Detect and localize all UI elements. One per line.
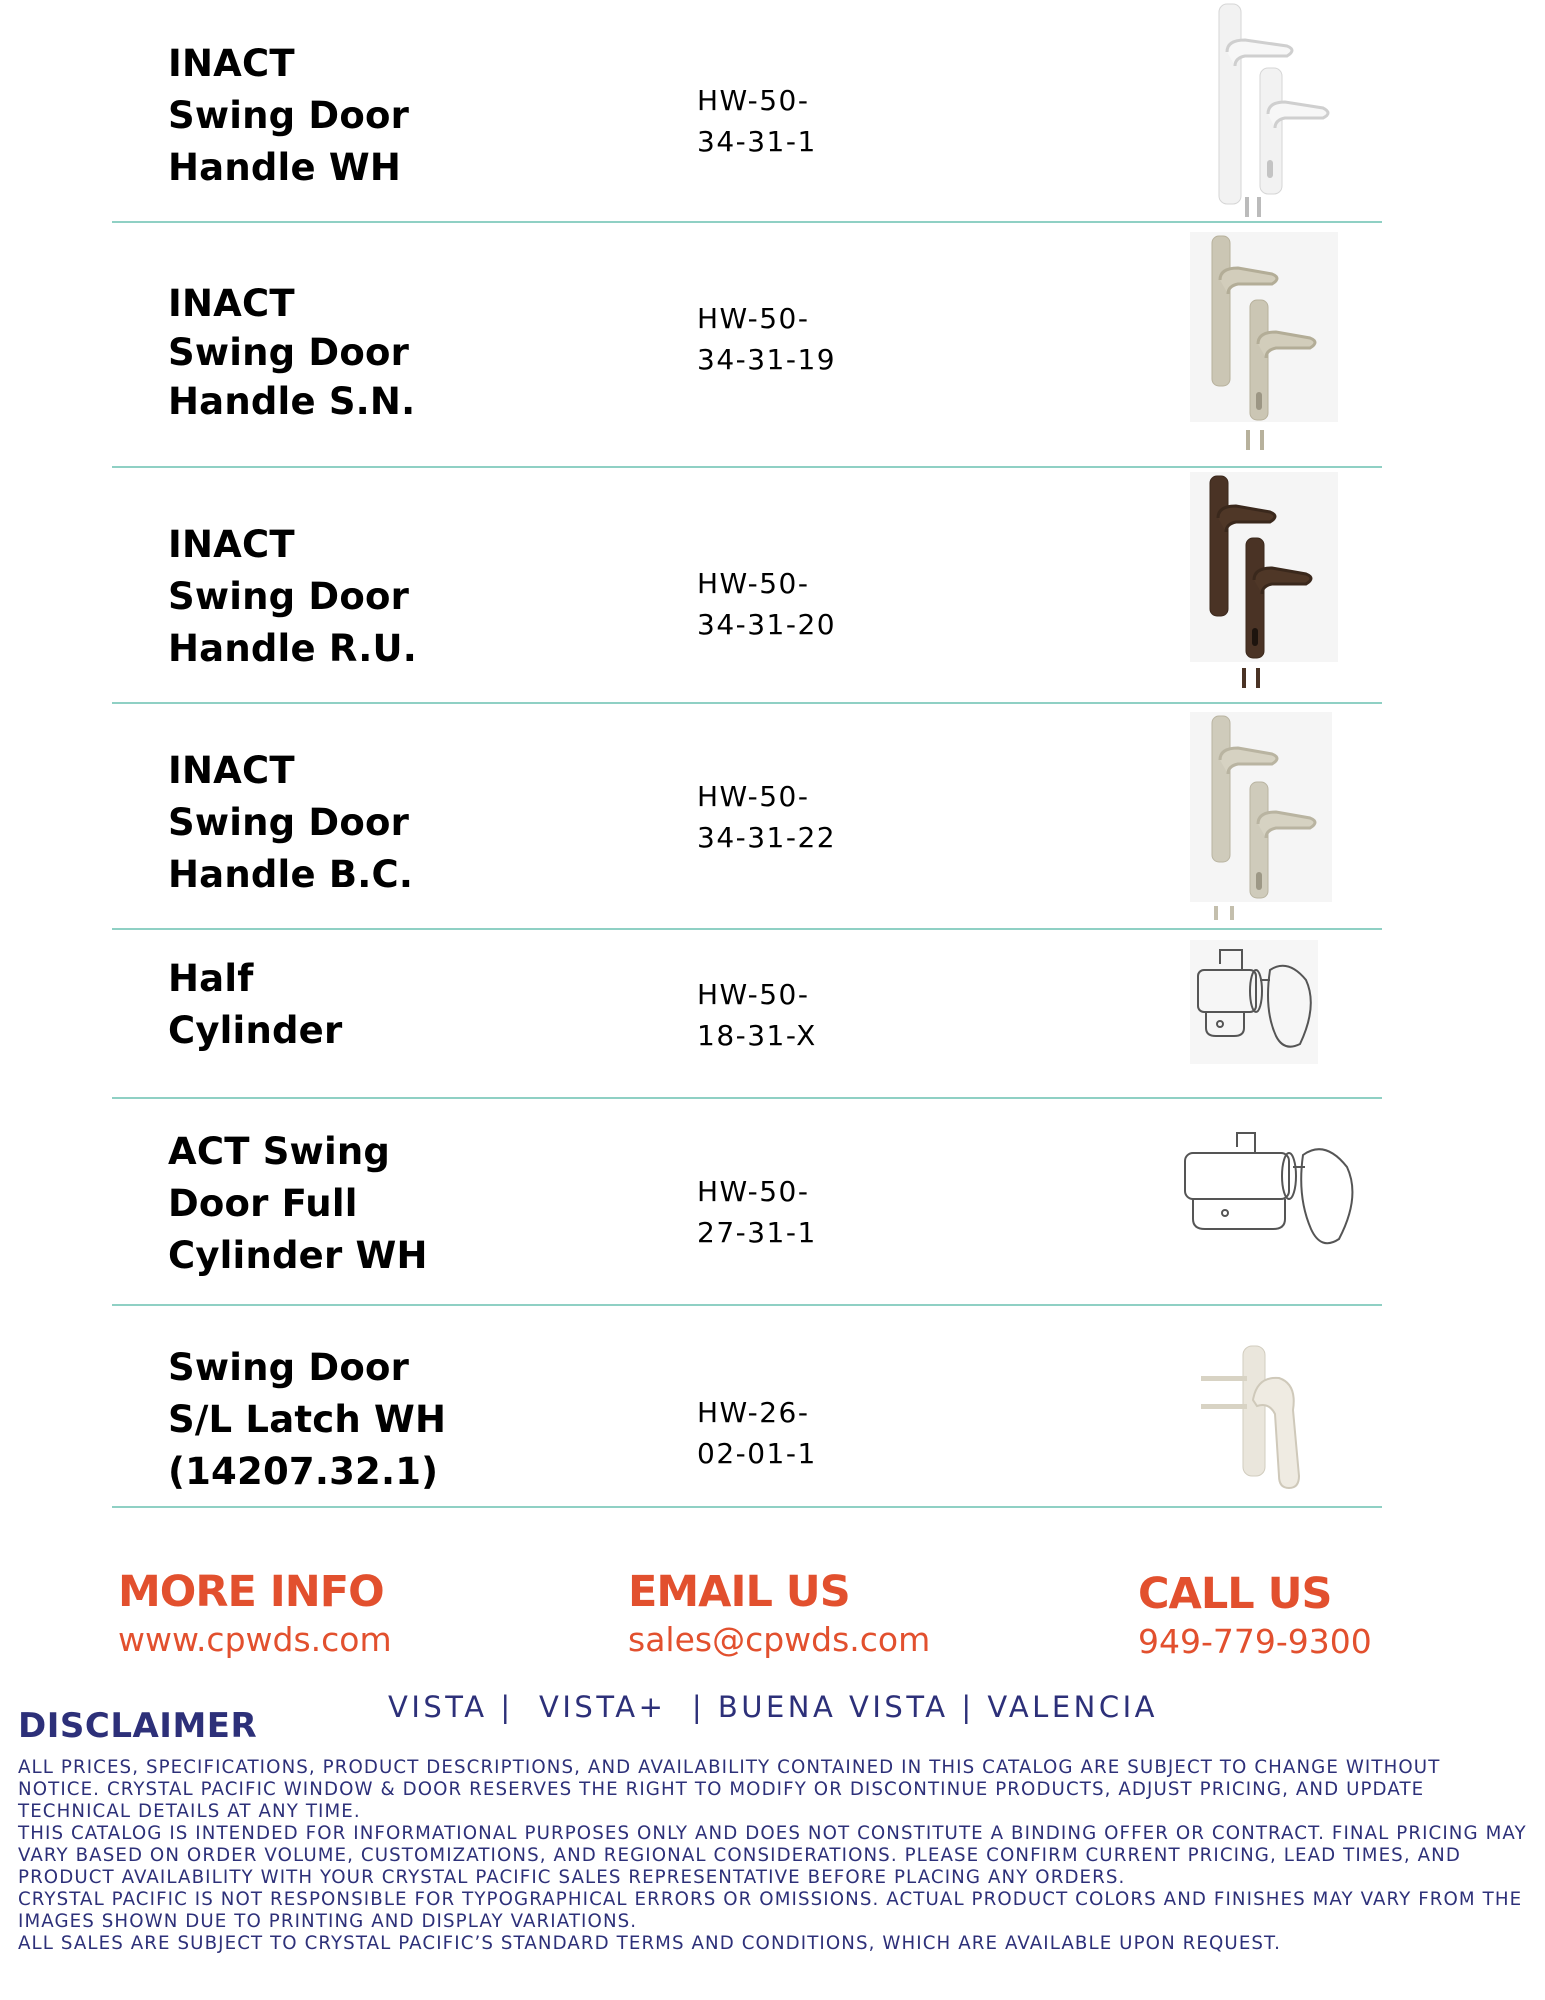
product-code: HW-50- 34-31-19 bbox=[697, 302, 837, 376]
rubbed-bronze-lever-handle-set-image bbox=[1190, 472, 1340, 694]
disclaimer-paragraph: ALL SALES ARE SUBJECT TO CRYSTAL PACIFIC’S STANDARD TERMS AND CONDITIONS, WHICH ARE AVAILABLE UPON REQUEST. bbox=[18, 1933, 1281, 1954]
product-name: INACT Swing Door Handle WH bbox=[168, 42, 410, 189]
disclaimer-paragraph: CRYSTAL PACIFIC IS NOT RESPONSIBLE FOR TYPOGRAPHICAL ERRORS OR OMISSIONS. ACTUAL PRODUCT COLORS AND FINISHES MAY VARY FROM THE IMAGES SHOWN DUE TO PRINTING AND DISPLAY VARIATIONS. bbox=[18, 1889, 1523, 1932]
product-code: HW-50- 27-31-1 bbox=[697, 1175, 817, 1249]
product-name: Swing Door S/L Latch WH (14207.32.1) bbox=[168, 1346, 447, 1493]
more-info-heading: MORE INFO bbox=[118, 1567, 384, 1617]
satin-nickel-lever-handle-set-image bbox=[1190, 232, 1340, 457]
row-divider bbox=[112, 1097, 1382, 1099]
row-divider bbox=[112, 928, 1382, 930]
row-divider bbox=[112, 1304, 1382, 1306]
product-name: Half Cylinder bbox=[168, 957, 343, 1052]
product-code: HW-50- 18-31-X bbox=[697, 978, 817, 1052]
product-name: INACT Swing Door Handle R.U. bbox=[168, 523, 417, 670]
call-heading: CALL US bbox=[1138, 1569, 1332, 1619]
disclaimer-paragraph: THIS CATALOG IS INTENDED FOR INFORMATIONAL PURPOSES ONLY AND DOES NOT CONSTITUTE A BINDING OFFER OR CONTRACT. FINAL PRICING MAY VARY BASED ON ORDER VOLUME, CUSTOMIZATIONS, AND REGIONAL CONSIDERATIONS. PLEASE CONFIRM CURRENT PRICING, LEAD TIMES, AND PRODUCT AVAILABILITY WITH YOUR CRYSTAL PACIFIC SALES REPRESENTATIVE BEFORE PLACING ANY ORDERS. bbox=[18, 1823, 1527, 1888]
row-divider bbox=[112, 1506, 1382, 1508]
row-divider bbox=[112, 466, 1382, 468]
website-link[interactable]: www.cpwds.com bbox=[118, 1620, 392, 1659]
row-divider bbox=[112, 702, 1382, 704]
product-series-line: VISTA | VISTA+ | BUENA VISTA | VALENCIA bbox=[388, 1690, 1158, 1724]
product-name: INACT Swing Door Handle S.N. bbox=[168, 282, 416, 423]
email-block bbox=[628, 1566, 930, 1662]
white-lever-handle-set-image bbox=[1205, 0, 1335, 222]
disclaimer-heading: DISCLAIMER bbox=[18, 1706, 258, 1746]
more-info-block bbox=[118, 1566, 392, 1662]
disclaimer-paragraph: ALL PRICES, SPECIFICATIONS, PRODUCT DESCRIPTIONS, AND AVAILABILITY CONTAINED IN THIS CATALOG ARE SUBJECT TO CHANGE WITHOUT NOTICE. CRYSTAL PACIFIC WINDOW & DOOR RESERVES THE RIGHT TO MODIFY OR DISCONTINUE PRODUCTS, ADJUST PRICING, AND UPDATE TECHNICAL DETAILS AT ANY TIME. bbox=[18, 1757, 1441, 1822]
product-name: ACT Swing Door Full Cylinder WH bbox=[168, 1130, 428, 1277]
half-cylinder-drawing-image bbox=[1190, 940, 1320, 1070]
product-code: HW-50- 34-31-1 bbox=[697, 84, 817, 158]
full-cylinder-drawing-image bbox=[1175, 1125, 1360, 1270]
disclaimer-body bbox=[18, 1757, 1528, 1955]
product-code: HW-50- 34-31-22 bbox=[697, 780, 837, 854]
white-latch-handle-image bbox=[1195, 1340, 1335, 1500]
email-link[interactable]: sales@cpwds.com bbox=[628, 1620, 931, 1659]
phone-link[interactable]: 949-779-9300 bbox=[1138, 1622, 1372, 1661]
product-code: HW-50- 34-31-20 bbox=[697, 567, 837, 641]
product-name: INACT Swing Door Handle B.C. bbox=[168, 749, 414, 896]
call-block bbox=[1138, 1568, 1372, 1664]
product-code: HW-26- 02-01-1 bbox=[697, 1396, 817, 1470]
email-heading: EMAIL US bbox=[628, 1567, 850, 1617]
row-divider bbox=[112, 221, 1382, 223]
brushed-chrome-lever-handle-set-image bbox=[1190, 712, 1340, 924]
